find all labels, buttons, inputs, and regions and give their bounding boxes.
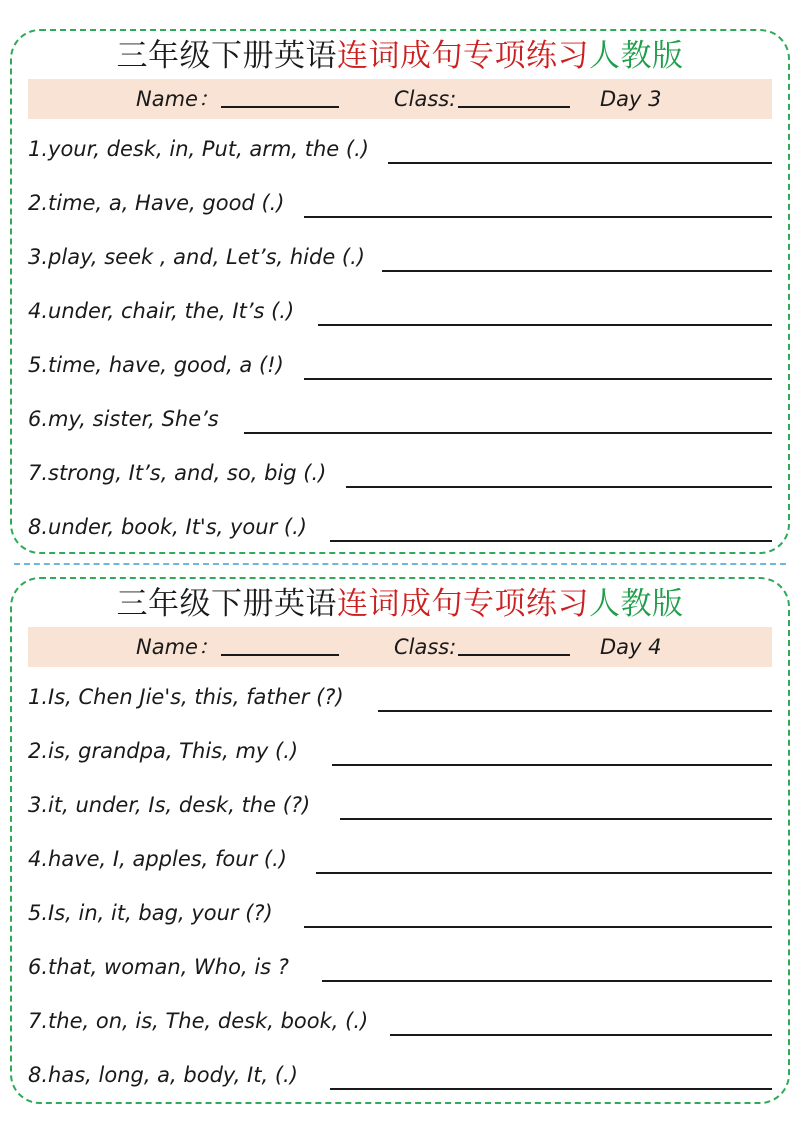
day-label: Day 4 [600,635,662,659]
answer-line[interactable] [304,378,772,380]
question-text: 5.time, have, good, a (!) [28,353,284,377]
worksheet-title [12,35,788,77]
question-text: 7.strong, It’s, and, so, big (.) [28,461,327,485]
answer-line[interactable] [318,324,772,326]
question-text: 3.it, under, Is, desk, the (?) [28,793,311,817]
day-label: Day 3 [600,87,662,111]
question-text: 1.Is, Chen Jie's, this, father (?) [28,685,344,709]
worksheet-day-3 [10,29,790,554]
question-row [28,844,772,874]
class-blank-line[interactable] [458,82,570,108]
class-label: Class: [394,635,457,659]
info-bar [28,627,772,667]
question-row [28,458,772,488]
title-grade-subject: 三年级下册英语 [116,586,337,622]
question-row [28,404,772,434]
title-grade-subject: 三年级下册英语 [116,38,337,74]
question-text: 8.has, long, a, body, It, (.) [28,1063,298,1087]
title-topic: 连词成句专项练习 [337,38,589,74]
answer-line[interactable] [304,216,772,218]
question-row [28,296,772,326]
question-row [28,512,772,542]
question-text: 6.that, woman, Who, is ? [28,955,289,979]
name-blank-line[interactable] [221,82,339,108]
question-row [28,736,772,766]
name-blank-line[interactable] [221,630,339,656]
class-field [394,627,570,667]
worksheet-day-4 [10,577,790,1104]
question-text: 7.the, on, is, The, desk, book, (.) [28,1009,369,1033]
title-topic: 连词成句专项练习 [337,586,589,622]
question-text: 6.my, sister, She’s [28,407,219,431]
class-field [394,79,570,119]
answer-line[interactable] [388,162,772,164]
question-text: 1.your, desk, in, Put, arm, the (.) [28,137,369,161]
worksheet-title [12,583,788,625]
answer-line[interactable] [330,1088,772,1090]
answer-line[interactable] [378,710,772,712]
question-row [28,134,772,164]
question-row [28,952,772,982]
question-text: 4.have, I, apples, four (.) [28,847,287,871]
class-blank-line[interactable] [458,630,570,656]
name-label: Name： [136,87,219,111]
question-row [28,682,772,712]
name-label: Name： [136,635,219,659]
question-row [28,790,772,820]
question-row [28,1006,772,1036]
title-edition: 人教版 [589,586,684,622]
answer-line[interactable] [322,980,772,982]
question-text: 4.under, chair, the, It’s (.) [28,299,295,323]
answer-line[interactable] [244,432,772,434]
question-text: 3.play, seek , and, Let’s, hide (.) [28,245,365,269]
question-row [28,1060,772,1090]
answer-line[interactable] [382,270,772,272]
class-label: Class: [394,87,457,111]
answer-line[interactable] [330,540,772,542]
info-bar [28,79,772,119]
name-field [136,79,339,119]
answer-line[interactable] [346,486,772,488]
answer-line[interactable] [316,872,772,874]
answer-line[interactable] [390,1034,772,1036]
question-row [28,188,772,218]
question-text: 2.time, a, Have, good (.) [28,191,285,215]
question-row [28,898,772,928]
name-field [136,627,339,667]
question-text: 8.under, book, It's, your (.) [28,515,307,539]
answer-line[interactable] [304,926,772,928]
question-row [28,350,772,380]
question-text: 2.is, grandpa, This, my (.) [28,739,299,763]
question-text: 5.Is, in, it, bag, your (?) [28,901,273,925]
section-divider [14,563,786,565]
question-row [28,242,772,272]
title-edition: 人教版 [589,38,684,74]
answer-line[interactable] [332,764,772,766]
answer-line[interactable] [340,818,772,820]
